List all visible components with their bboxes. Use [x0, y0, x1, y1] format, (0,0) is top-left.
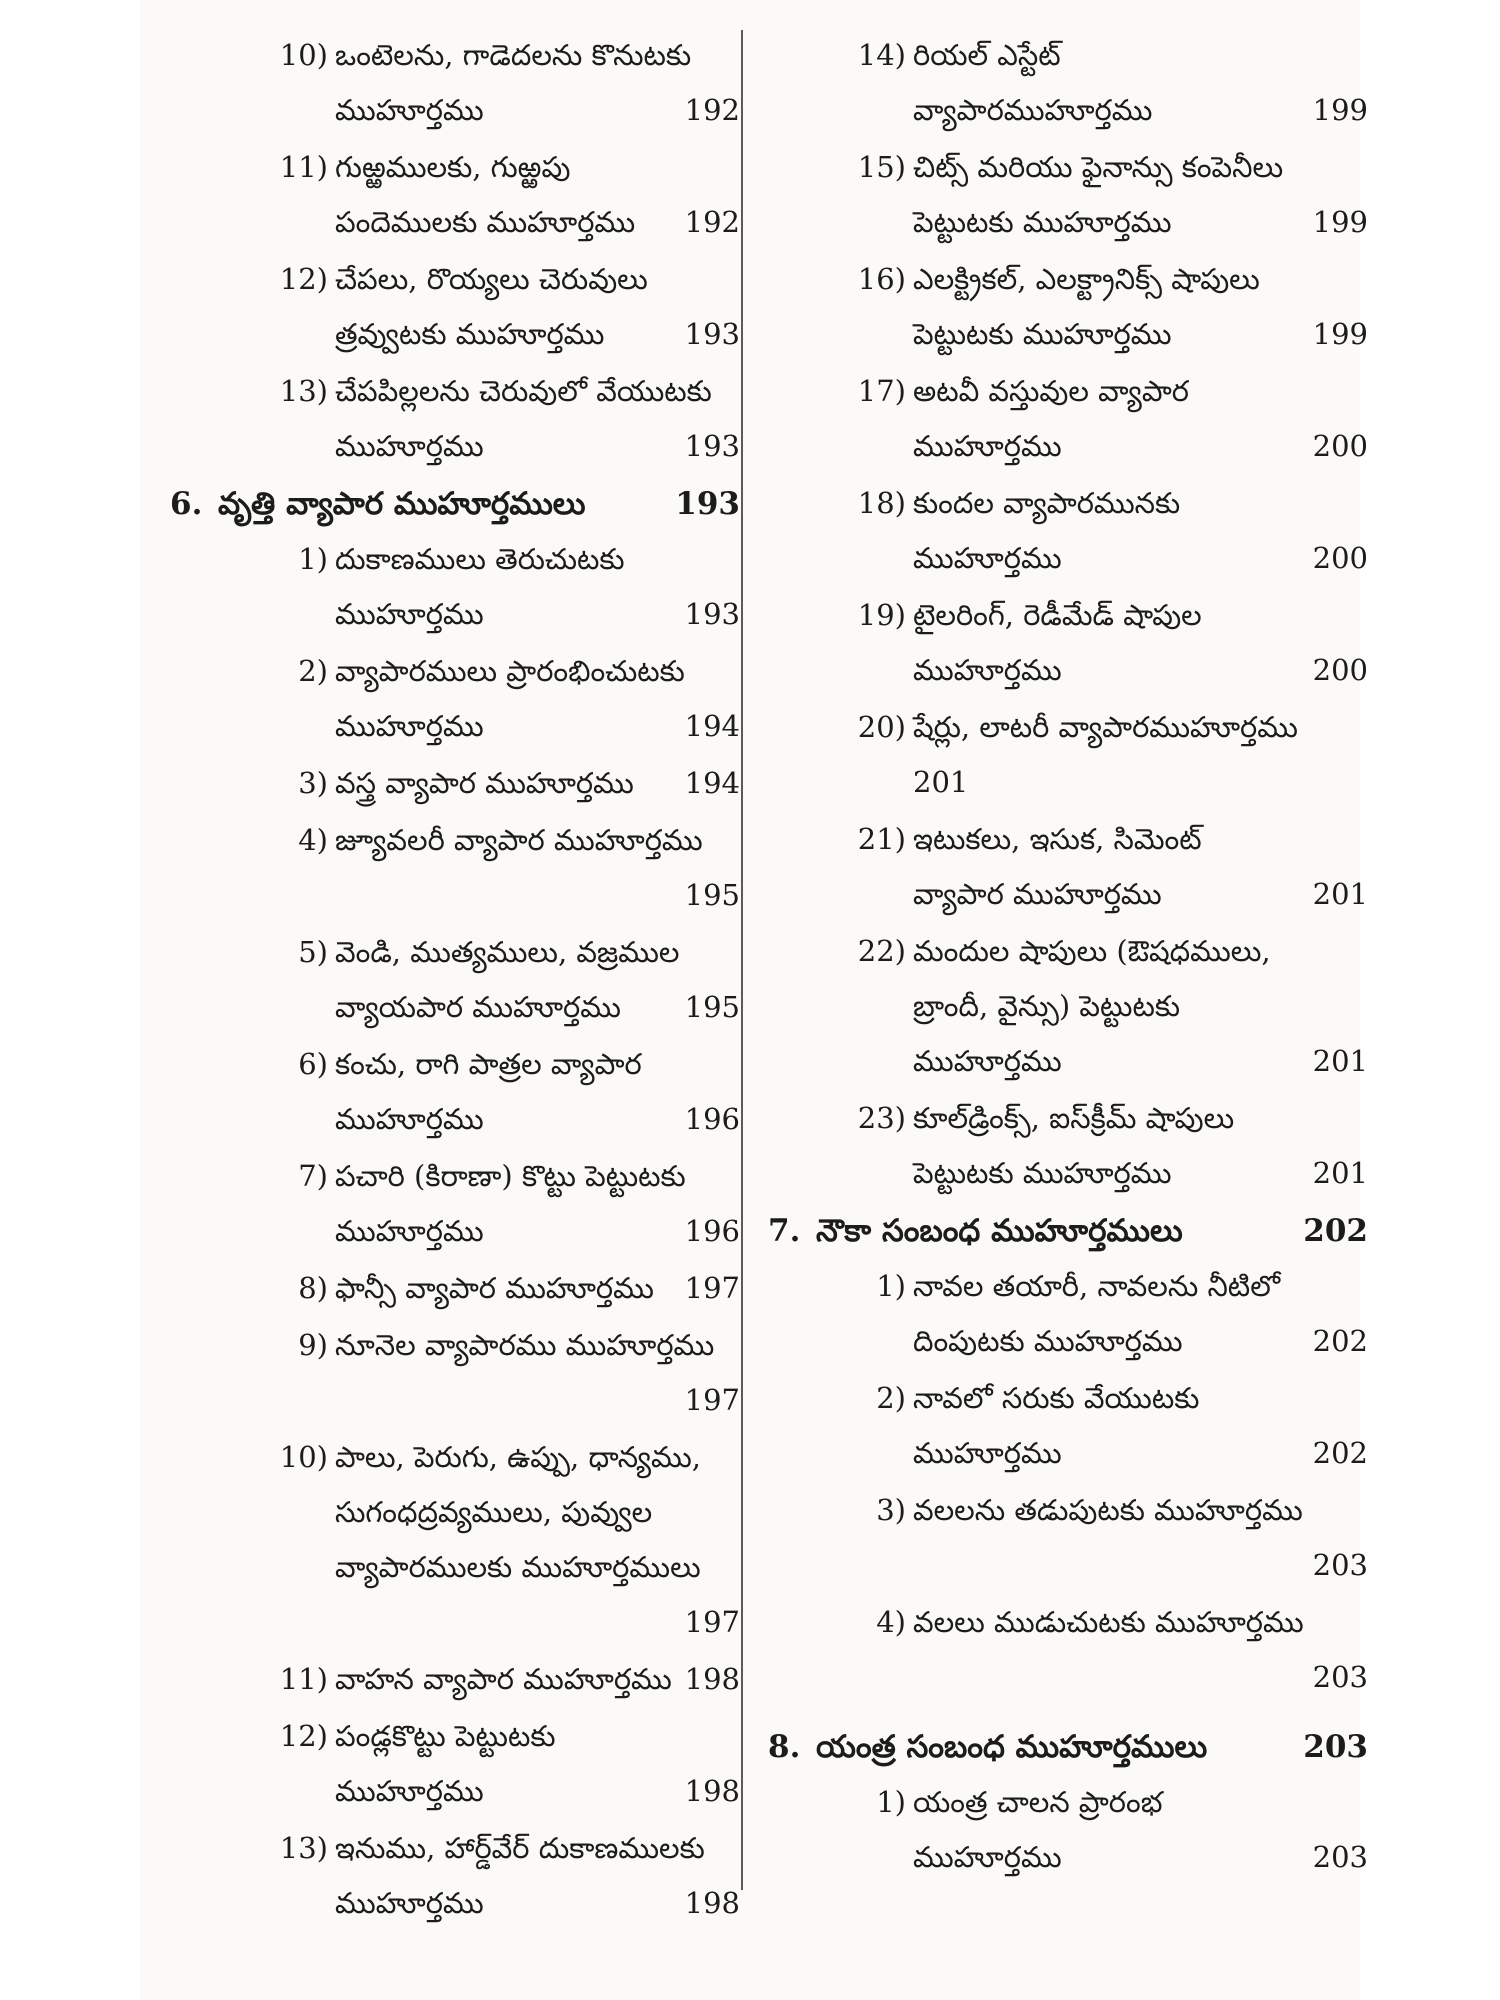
section-heading-7	[768, 1203, 1368, 1259]
toc-entry	[808, 252, 1368, 362]
section-page-number: 202	[1303, 1213, 1368, 1249]
entry-text-line: వెండి, ముత్యములు, వజ్రముల	[335, 935, 680, 969]
entry-group	[180, 28, 740, 474]
entry-text-line: ఒంటెలను, గాడెదలను కొనుటకు	[335, 38, 692, 72]
entry-page-number: 193	[684, 597, 740, 631]
section-number: 6.	[170, 486, 203, 522]
toc-entry	[808, 1775, 1368, 1885]
entry-number: 2)	[298, 654, 328, 688]
entry-page-number: 196	[684, 1102, 740, 1136]
toc-entry	[808, 364, 1368, 474]
entry-text-line: కూల్‌డ్రింక్స్, ఐస్‌క్రీమ్ షాపులు	[913, 1101, 1235, 1135]
entry-page-number: 203	[1312, 1660, 1368, 1694]
entry-page-number: 195	[684, 878, 740, 912]
entry-number: 5)	[298, 935, 328, 969]
entry-text-line: వ్యాపారముహూర్తము	[913, 93, 1153, 127]
entry-number: 13)	[279, 1831, 328, 1865]
toc-entry	[180, 1261, 740, 1316]
entry-page-number: 201	[1312, 1044, 1368, 1078]
entry-number: 10)	[279, 38, 328, 72]
entry-page-number: 203	[1312, 1548, 1368, 1582]
entry-text-line: చేపపిల్లలను చెరువులో వేయుటకు	[335, 374, 712, 408]
entry-page-number: 198	[684, 1774, 740, 1808]
section-heading-6	[170, 476, 740, 532]
entry-text-line: పెట్టుటకు ముహూర్తము	[913, 205, 1172, 239]
entry-page-number: 202	[1312, 1324, 1368, 1358]
toc-entry	[180, 1149, 740, 1259]
entry-text-line: వ్యాపార ముహూర్తము	[913, 877, 1162, 911]
entry-text-line: పాలు, పెరుగు, ఉప్పు, ధాన్యము,	[335, 1440, 701, 1474]
entry-number: 10)	[279, 1440, 328, 1474]
entry-text-line: ముహూర్తము	[335, 93, 484, 127]
section-title: యంత్ర సంబంధ ముహూర్తములు	[816, 1729, 1208, 1765]
entry-page-number: 197	[684, 1271, 740, 1305]
toc-right-column	[768, 28, 1368, 1887]
toc-entry	[180, 364, 740, 474]
section-number: 8.	[768, 1729, 801, 1765]
entry-text-line: ముహూర్తము	[913, 1044, 1062, 1078]
entry-number: 17)	[857, 374, 906, 408]
entry-number: 2)	[876, 1381, 906, 1415]
entry-text-line: మందుల షాపులు (ఔషధములు,	[913, 934, 1271, 968]
toc-entry	[180, 1652, 740, 1707]
entry-text-line: దింపుటకు ముహూర్తము	[913, 1324, 1183, 1358]
entry-page-number: 198	[684, 1662, 740, 1696]
toc-entry	[808, 140, 1368, 250]
entry-text-line: దుకాణములు తెరుచుటకు	[335, 542, 625, 576]
entry-text-line: వ్యాపారములకు ముహూర్తములు	[335, 1550, 701, 1584]
entry-text-line: ముహూర్తము	[335, 1102, 484, 1136]
entry-page-number: 200	[1312, 541, 1368, 575]
entry-text-line: అటవీ వస్తువుల వ్యాపార	[913, 374, 1189, 408]
column-divider	[741, 30, 743, 1890]
entry-group	[808, 1775, 1368, 1885]
entry-text-line: నావల తయారీ, నావలను నీటిలో	[913, 1269, 1281, 1303]
entry-number: 1)	[876, 1269, 906, 1303]
entry-number: 12)	[279, 1719, 328, 1753]
section-page-number: 203	[1303, 1729, 1368, 1765]
toc-entry	[808, 700, 1368, 810]
entry-page-number: 194	[684, 709, 740, 743]
entry-number: 16)	[857, 262, 906, 296]
toc-entry	[808, 28, 1368, 138]
section-page-number: 193	[675, 486, 740, 522]
entry-number: 1)	[876, 1785, 906, 1819]
entry-page-number: 201	[1312, 877, 1368, 911]
entry-text-line: చేపలు, రొయ్యలు చెరువులు	[335, 262, 648, 296]
entry-page-number: 193	[684, 317, 740, 351]
toc-entry	[808, 476, 1368, 586]
toc-entry	[180, 1821, 740, 1931]
entry-page-number: 201	[1312, 1156, 1368, 1190]
entry-number: 3)	[876, 1493, 906, 1527]
entry-number: 15)	[857, 150, 906, 184]
toc-entry	[180, 1037, 740, 1147]
entry-page-number: 192	[684, 205, 740, 239]
entry-number: 6)	[298, 1047, 328, 1081]
entry-number: 11)	[279, 1662, 328, 1696]
entry-number: 11)	[279, 150, 328, 184]
entry-text-line: కుందల వ్యాపారమునకు	[913, 486, 1181, 520]
toc-entry	[180, 813, 740, 923]
entry-text-line: సుగంధద్రవ్యములు, పువ్వుల	[335, 1495, 653, 1529]
entry-number: 1)	[298, 542, 328, 576]
entry-text-line: వలలను తడుపుటకు ముహూర్తము	[913, 1493, 1303, 1527]
entry-text-line: వస్త్ర వ్యాపార ముహూర్తము	[335, 766, 634, 800]
toc-entry	[180, 140, 740, 250]
entry-page-number: 200	[1312, 653, 1368, 687]
entry-text-line: ముహూర్తము	[913, 1840, 1062, 1874]
entry-text-line: నావలో సరుకు వేయుటకు	[913, 1381, 1200, 1415]
toc-entry	[180, 1430, 740, 1650]
entry-text-line: ముహూర్తము	[335, 1886, 484, 1920]
section-title: వృత్తి వ్యాపార ముహూర్తములు	[218, 486, 586, 522]
entry-number: 13)	[279, 374, 328, 408]
entry-text-line: ఇటుకలు, ఇసుక, సిమెంట్	[913, 822, 1202, 856]
entry-text-line: నూనెల వ్యాపారము ముహూర్తము	[335, 1328, 715, 1362]
entry-number: 20)	[857, 710, 906, 744]
entry-group	[180, 532, 740, 1931]
entry-text-line: చిట్స్ మరియు ఫైనాన్సు కంపెనీలు	[913, 150, 1284, 184]
entry-page-number: 198	[684, 1886, 740, 1920]
entry-number: 14)	[857, 38, 906, 72]
entry-number: 8)	[298, 1271, 328, 1305]
entry-text-line: వ్యాపారములు ప్రారంభించుటకు	[335, 654, 685, 688]
entry-text-line: వాహన వ్యాపార ముహూర్తము	[335, 1662, 672, 1696]
toc-entry	[808, 1091, 1368, 1201]
entry-text-line: వ్యాయపార ముహూర్తము	[335, 990, 621, 1024]
entry-page-number: 194	[684, 766, 740, 800]
toc-entry	[808, 1595, 1368, 1705]
entry-text-line: ముహూర్తము	[913, 1436, 1062, 1470]
entry-text-line: ఎలక్ట్రికల్, ఎలక్ట్రానిక్స్ షాపులు	[913, 262, 1260, 296]
entry-text-line: టైలరింగ్, రెడీమేడ్ షాపుల	[913, 598, 1202, 632]
entry-text-line: పచారి (కిరాణా) కొట్టు పెట్టుటకు	[335, 1159, 686, 1193]
entry-group	[808, 1259, 1368, 1705]
entry-page-number: 199	[1312, 317, 1368, 351]
entry-number: 21)	[857, 822, 906, 856]
entry-page-number: 195	[684, 990, 740, 1024]
entry-text-line: ముహూర్తము	[913, 541, 1062, 575]
entry-page-number: 197	[684, 1605, 740, 1639]
entry-text-line: పెట్టుటకు ముహూర్తము	[913, 317, 1172, 351]
toc-entry	[808, 1483, 1368, 1593]
toc-entry	[180, 1709, 740, 1819]
entry-text-line: వలలు ముడుచుటకు ముహూర్తము	[913, 1605, 1304, 1639]
entry-number: 3)	[298, 766, 328, 800]
toc-entry	[180, 644, 740, 754]
entry-text-line: ముహూర్తము	[335, 597, 484, 631]
entry-text-line: బ్రాందీ, వైన్సు) పెట్టుటకు	[913, 989, 1181, 1023]
entry-text-line: ముహూర్తము	[913, 429, 1062, 463]
toc-entry	[808, 1371, 1368, 1481]
section-heading-8	[768, 1719, 1368, 1775]
entry-page-number: 201	[913, 765, 969, 799]
entry-number: 4)	[876, 1605, 906, 1639]
entry-page-number: 199	[1312, 93, 1368, 127]
entry-text-line: గుఱ్ఱములకు, గుఱ్ఱపు	[335, 150, 571, 184]
entry-text-line: ముహూర్తము	[335, 429, 484, 463]
toc-entry	[808, 924, 1368, 1089]
entry-number: 23)	[857, 1101, 906, 1135]
entry-number: 4)	[298, 823, 328, 857]
section-title: నౌకా సంబంధ ముహూర్తములు	[816, 1213, 1183, 1249]
entry-text-line: యంత్ర చాలన ప్రారంభ	[913, 1785, 1163, 1819]
entry-text-line: రియల్ ఎస్టేట్	[913, 38, 1061, 72]
section-number: 7.	[768, 1213, 801, 1249]
entry-page-number: 197	[684, 1383, 740, 1417]
toc-entry	[180, 756, 740, 811]
entry-text-line: ముహూర్తము	[335, 1214, 484, 1248]
entry-text-line: జ్యూవలరీ వ్యాపార ముహూర్తము	[335, 823, 703, 857]
entry-page-number: 193	[684, 429, 740, 463]
toc-entry	[808, 1259, 1368, 1369]
entry-text-line: కంచు, రాగి పాత్రల వ్యాపార	[335, 1047, 642, 1081]
entry-number: 9)	[298, 1328, 328, 1362]
entry-text-line: పండ్లకొట్టు పెట్టుటకు	[335, 1719, 556, 1753]
entry-text-line: పందెములకు ముహూర్తము	[335, 205, 636, 239]
entry-page-number: 202	[1312, 1436, 1368, 1470]
entry-page-number: 192	[684, 93, 740, 127]
toc-left-column	[170, 28, 740, 1933]
entry-text-line: త్రవ్వుటకు ముహూర్తము	[335, 317, 605, 351]
toc-entry	[180, 1318, 740, 1428]
toc-entry	[808, 588, 1368, 698]
entry-number: 7)	[298, 1159, 328, 1193]
toc-entry	[180, 252, 740, 362]
entry-group	[808, 28, 1368, 1201]
entry-text-line: ఫాన్సీ వ్యాపార ముహూర్తము	[335, 1271, 654, 1305]
entry-text-line: ముహూర్తము	[335, 1774, 484, 1808]
entry-number: 18)	[857, 486, 906, 520]
toc-entry	[180, 28, 740, 138]
entry-page-number: 203	[1312, 1840, 1368, 1874]
toc-entry	[808, 812, 1368, 922]
entry-text-line: షేర్లు, లాటరీ వ్యాపారముహూర్తము	[913, 710, 1298, 744]
entry-number: 12)	[279, 262, 328, 296]
entry-number: 19)	[857, 598, 906, 632]
entry-page-number: 200	[1312, 429, 1368, 463]
toc-entry	[180, 925, 740, 1035]
entry-page-number: 199	[1312, 205, 1368, 239]
toc-entry	[180, 532, 740, 642]
entry-text-line: ఇనుము, హార్డ్‌వేర్ దుకాణములకు	[335, 1831, 705, 1865]
entry-page-number: 196	[684, 1214, 740, 1248]
entry-text-line: పెట్టుటకు ముహూర్తము	[913, 1156, 1172, 1190]
entry-number: 22)	[857, 934, 906, 968]
entry-text-line: ముహూర్తము	[913, 653, 1062, 687]
entry-text-line: ముహూర్తము	[335, 709, 484, 743]
